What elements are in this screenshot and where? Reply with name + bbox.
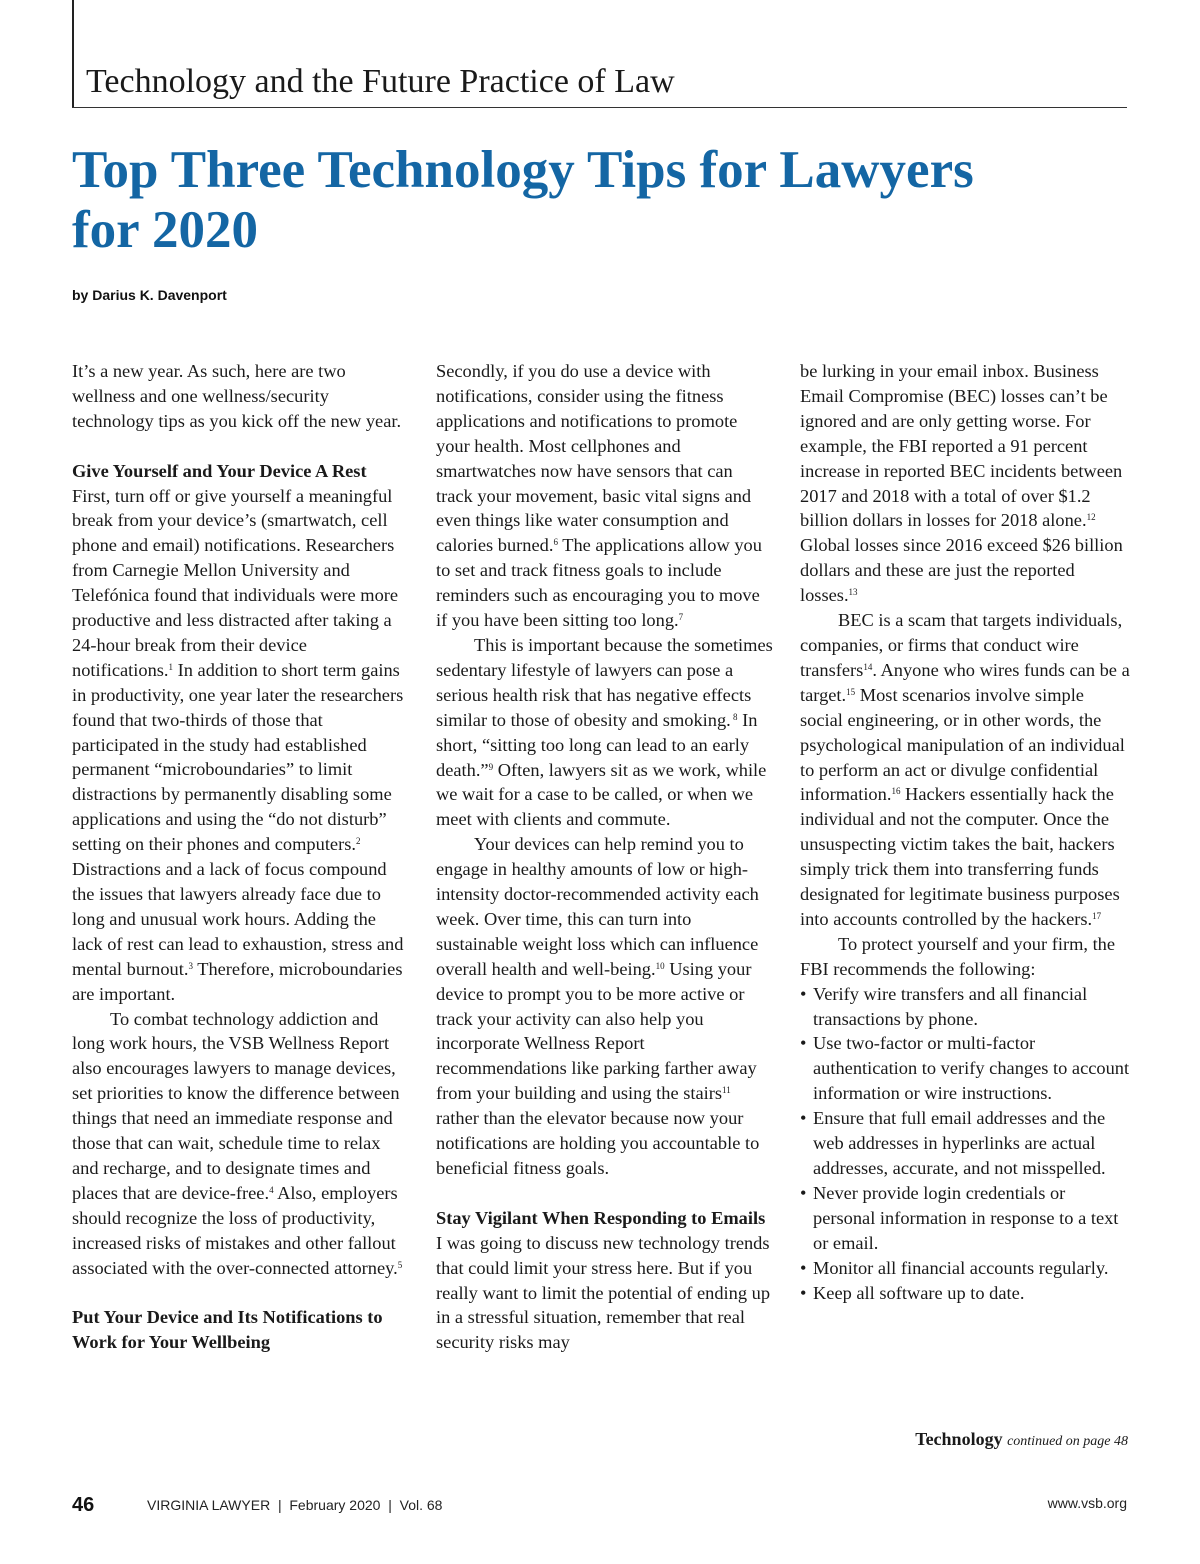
article-title-line-2: for 2020 [72, 201, 258, 259]
footnote-ref: 16 [891, 786, 901, 797]
page-number: 46 [72, 1494, 95, 1516]
article-title [72, 140, 974, 260]
continued-text: continued on page 48 [1007, 1434, 1128, 1449]
article-title-line-1: Top Three Technology Tips for Lawyers [72, 141, 974, 199]
recommendation-list [800, 982, 1130, 1306]
footnote-ref: 8 [730, 711, 738, 722]
footnote-ref: 4 [269, 1184, 274, 1195]
section-heading-emails: Stay Vigilant When Responding to Emails [436, 1207, 766, 1228]
footnote-ref: 13 [848, 587, 858, 598]
footnote-ref: 10 [655, 960, 665, 971]
paragraph: Your devices can help remind you to engage in healthy amounts of low or high-intensity doctor-recommended activity each week. Over time, this can turn into sustainable weight loss which can influence overall health and well-being.$^{10}$ Using your device to prompt you to be more active or track your activity can also help you incorporate Wellness Report recommendations like parking farther away from your building and using the stairs$^{11}$ rather than the elevator because now your notifications are holding you accountable to beneficial fitness goals. [436, 834, 760, 1178]
continued-label: Technology [915, 1429, 1003, 1449]
footnote-ref: 11 [722, 1085, 731, 1096]
header-vertical-rule [72, 0, 74, 108]
website-link[interactable]: www.vsb.org [1047, 1495, 1127, 1511]
footnote-ref: 15 [846, 686, 856, 697]
paragraph: Secondly, if you do use a device with notifications, consider using the fitness applications and notifications to promote your health. Most cellphones and smartwatches now have sensors that can track your movement, basic vital signs and even things like water consumption and calories burned.$^6$ The applications allow you to set and track fitness goals to include reminders such as encouraging you to move if you have been sitting too long.$^7$ [436, 361, 762, 631]
list-item: • Ensure that full email addresses and the web addresses in hyperlinks are actual addresses, accurate, and not misspelled. [800, 1106, 1130, 1181]
column-2 [436, 359, 774, 1355]
footnote-ref: 1 [168, 661, 174, 672]
column-3 [800, 359, 1130, 1305]
paragraph: BEC is a scam that targets individuals, companies, or firms that conduct wire transfers$^{14}$. Anyone who wires funds can be a target.$^{15}$ Most scenarios involve simple social engineering, or in other words, the psychological manipulation of an individual to perform an act or divulge confidential information.$^{16}$ Hackers essentially hack the individual and not the computer. Once the unsuspecting victim takes the bait, hackers simply trick them into transferring funds designated for legitimate business purposes into accounts controlled by the hackers.$^{17}$ [800, 610, 1130, 929]
footnote-ref: 3 [188, 960, 193, 971]
header-horizontal-rule [72, 107, 1127, 108]
list-item: • Monitor all financial accounts regularly. [800, 1256, 1130, 1281]
footnote-ref: 17 [1092, 910, 1102, 921]
list-item: • Never provide login credentials or personal information in response to a text or email. [800, 1181, 1130, 1256]
column-1 [72, 359, 410, 1355]
section-heading-rest: Give Yourself and Your Device A Rest [72, 460, 367, 481]
list-item: • Verify wire transfers and all financial transactions by phone. [800, 982, 1130, 1032]
list-item: • Use two-factor or multi-factor authentication to verify changes to account information or wire instructions. [800, 1031, 1130, 1106]
footnote-ref: 5 [397, 1259, 403, 1270]
footnote-ref: 12 [1086, 512, 1096, 523]
section-title: Technology and the Future Practice of Law [86, 63, 675, 100]
paragraph: I was going to discuss new technology trends that could limit your stress here. But if you really want to limit the potential of ending up in a stressful situation, remember that real security risks may [436, 1232, 771, 1353]
footnote-ref: 6 [553, 537, 558, 548]
publication-info: VIRGINIA LAWYER | February 2020 | Vol. 68 [147, 1497, 443, 1513]
continued-note [915, 1427, 1128, 1454]
footnote-ref: 2 [355, 836, 361, 847]
intro-paragraph: It’s a new year. As such, here are two wellness and one wellness/security technology tips as you kick off the new year. [72, 361, 402, 431]
footnote-ref: 14 [863, 661, 873, 672]
paragraph: First, turn off or give yourself a meaningful break from your device’s (smartwatch, cell phone and email) notifications. Researchers from Carnegie Mellon University and Telefónica found that individuals were more productive and less distracted after taking a 24-hour break from their device notifications.$^1$ In addition to short term gains in productivity, one year later the researchers found that two-thirds of those that participated in the study had established permanent “microboundaries” to limit distractions by permanently disabling some applications and using the “do not disturb” setting on their phones and computers.$^2$ Distractions and a lack of focus compound the issues that lawyers already face due to long and unusual work hours. Adding the lack of rest can lead to exhaustion, stress and mental burnout.$^3$ Therefore, microboundaries are important. [72, 485, 404, 1004]
footnote-ref: 9 [488, 761, 494, 772]
paragraph: This is important because the sometimes sedentary lifestyle of lawyers can pose a serious health risk that has negative effects similar to those of obesity and smoking. $^8$ In short, “sitting too long can lead to an early death.”$^9$ Often, lawyers sit as we work, while we wait for a case to be called, or when we meet with clients and commute. [436, 634, 773, 830]
list-item: • Keep all software up to date. [800, 1281, 1130, 1306]
paragraph: To protect yourself and your firm, the FBI recommends the following: [800, 933, 1116, 979]
paragraph: be lurking in your email inbox. Business Email Compromise (BEC) losses can’t be ignored and are only getting worse. For example, the FBI reported a 91 percent increase in reported BEC incidents between 2017 and 2018 with a total of over $1.2 billion dollars in losses for 2018 alone.$^{12}$ Global losses since 2016 exceed $26 billion dollars and these are just the reported losses.$^{13}$ [800, 361, 1123, 606]
paragraph: To combat technology addiction and long work hours, the VSB Wellness Report also encourages lawyers to manage devices, set priorities to know the difference between things that need an immediate response and those that can wait, schedule time to relax and recharge, and to designate times and places that are device-free.$^4$ Also, employers should recognize the loss of productivity, increased risks of mistakes and other fallout associated with the over-connected attorney.$^5$ [72, 1008, 403, 1278]
footnote-ref: 7 [678, 612, 684, 623]
byline: by Darius K. Davenport [72, 287, 227, 303]
section-heading-device: Put Your Device and Its Notifications to Work for Your Wellbeing [72, 1307, 383, 1353]
